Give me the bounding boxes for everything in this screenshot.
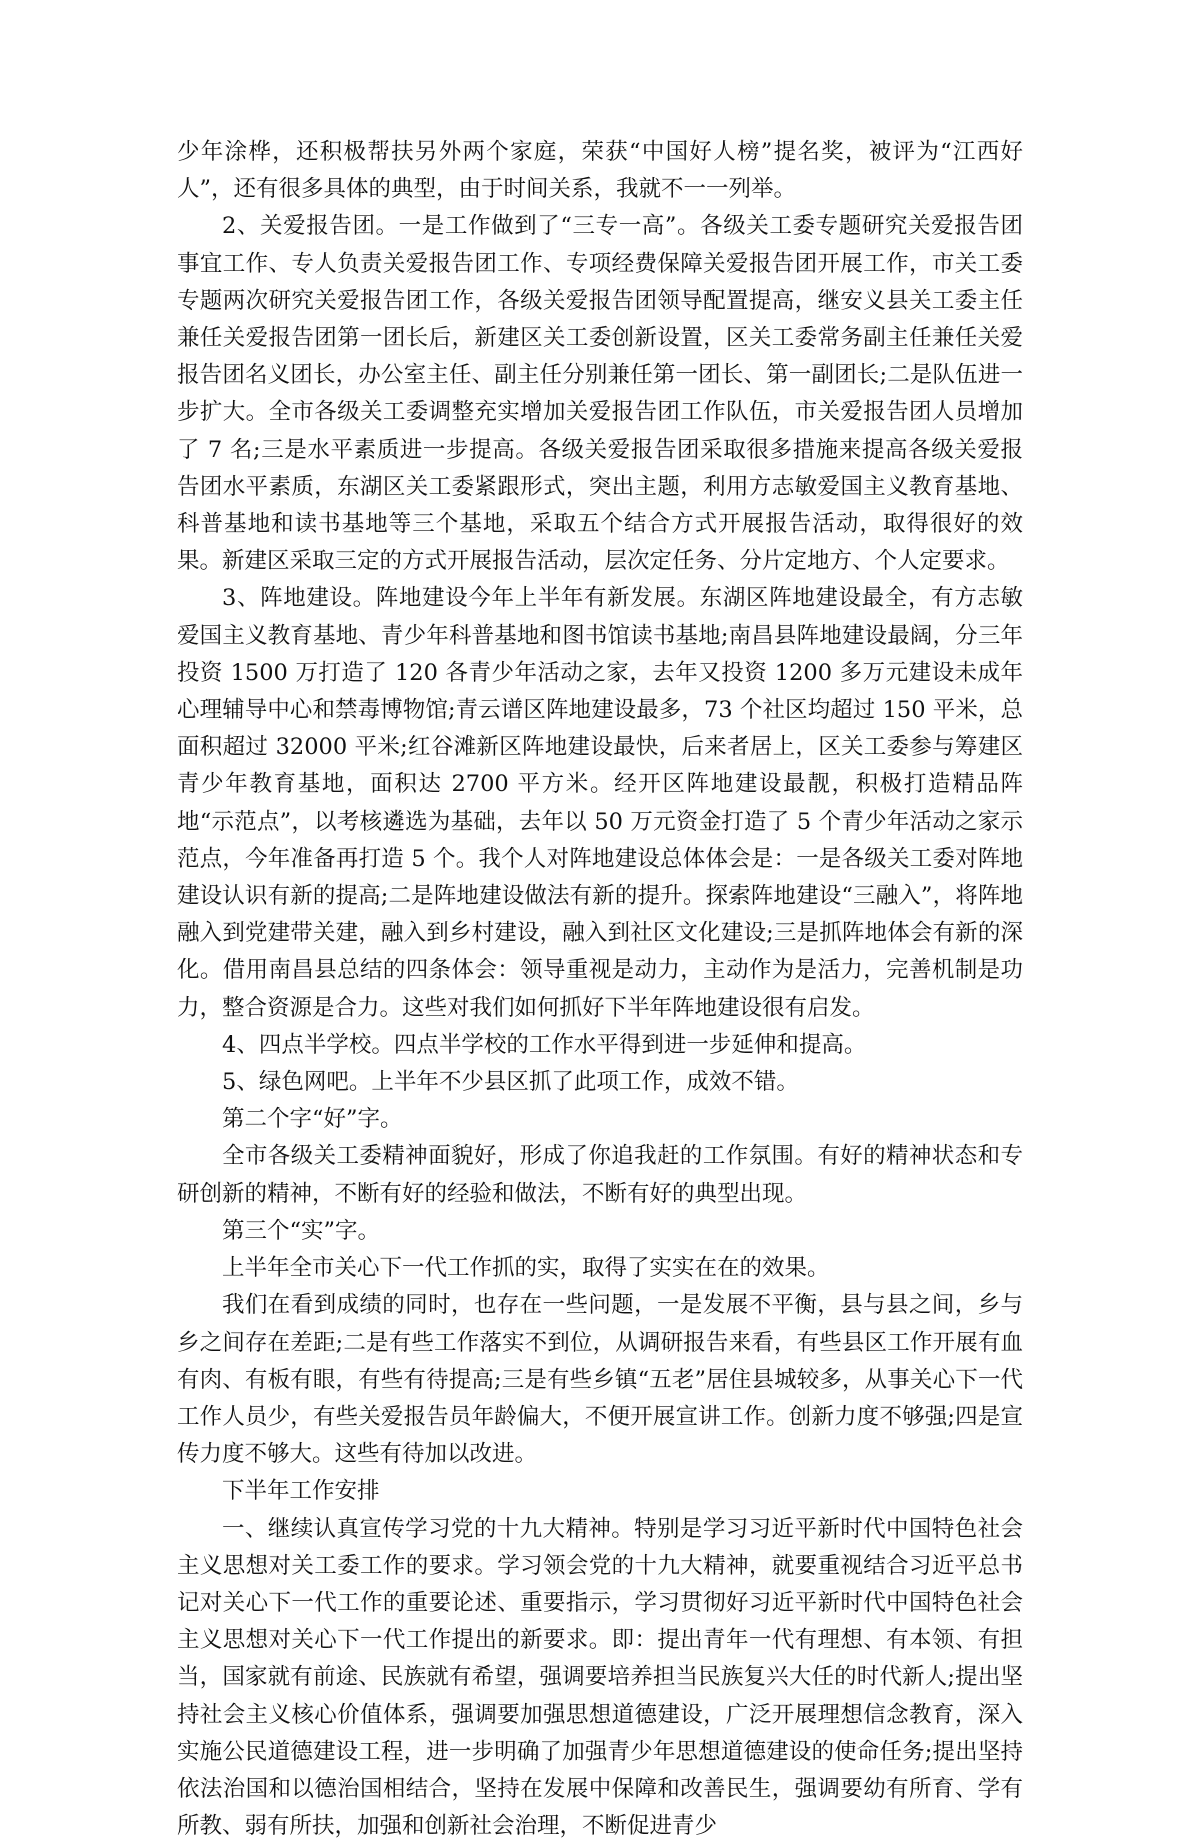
paragraph-3: 3、阵地建设。阵地建设今年上半年有新发展。东湖区阵地建设最全，有方志敏爱国主义教育基地、青少年科普基地和图书馆读书基地;南昌县阵地建设最阔，分三年投资 1500 万打造了 120 各青少年活动之家，去年又投资 1200 多万元建设未成年心理辅导中心和禁毒博物馆;青云谱区阵地建设最多，73 个社区均超过 150 平米，总面积超过 32000 平米;红谷滩新区阵地建设最快，后来者居上，区关工委参与筹建区青少年教育基地，面积达 2700 平方米。经开区阵地建设最靓，积极打造精品阵地“示范点”，以考核遴选为基础，去年以 50 万元资金打造了 5 个青少年活动之家示范点，今年准备再打造 5 个。我个人对阵地建设总体体会是：一是各级关工委对阵地建设认识有新的提高;二是阵地建设做法有新的提升。探索阵地建设“三融入”，将阵地融入到党建带关建，融入到乡村建设，融入到社区文化建设;三是抓阵地体会有新的深化。借用南昌县总结的四条体会：领导重视是动力，主动作为是活力，完善机制是功力，整合资源是合力。这些对我们如何抓好下半年阵地建设很有启发。	[177, 585, 1023, 1021]
paragraph-12: 一、继续认真宣传学习党的十九大精神。特别是学习习近平新时代中国特色社会主义思想对关工委工作的要求。学习领会党的十九大精神，就要重视结合习近平总书记对关心下一代工作的重要论述、重要指示，学习贯彻好习近平新时代中国特色社会主义思想对关心下一代工作提出的新要求。即：提出青年一代有理想、有本领、有担当，国家就有前途、民族就有希望，强调要培养担当民族复兴大任的时代新人;提出坚持社会主义核心价值体系，强调要加强思想道德建设，广泛开展理想信念教育，深入实施公民道德建设工程，进一步明确了加强青少年思想道德建设的使命任务;提出坚持依法治国和以德治国相结合，坚持在发展中保障和改善民生，强调要幼有所育、学有所教、弱有所扶，加强和创新社会治理，不断促进青少	[177, 1515, 1023, 1840]
paragraph-8: 第三个“实”字。	[222, 1217, 381, 1244]
paragraph-7: 全市各级关工委精神面貌好，形成了你追我赶的工作氛围。有好的精神状态和专研创新的精神，不断有好的经验和做法，不断有好的典型出现。	[177, 1143, 1023, 1207]
paragraph-1: 少年涂桦，还积极帮扶另外两个家庭，荣获“中国好人榜”提名奖，被评为“江西好人”，还有很多具体的典型，由于时间关系，我就不一一列举。	[177, 139, 1023, 203]
document-body	[177, 134, 1023, 1845]
paragraph-4: 4、四点半学校。四点半学校的工作水平得到进一步延伸和提高。	[222, 1031, 867, 1058]
paragraph-6: 第二个字“好”字。	[222, 1106, 403, 1133]
paragraph-9: 上半年全市关心下一代工作抓的实，取得了实实在在的效果。	[222, 1255, 830, 1282]
paragraph-10: 我们在看到成绩的同时，也存在一些问题，一是发展不平衡，县与县之间，乡与乡之间存在差距;二是有些工作落实不到位，从调研报告来看，有些县区工作开展有血有肉、有板有眼，有些有待提高;三是有些乡镇“五老”居住县城较多，从事关心下一代工作人员少，有些关爱报告员年龄偏大，不便开展宣讲工作。创新力度不够强;四是宣传力度不够大。这些有待加以改进。	[177, 1292, 1023, 1468]
section-heading: 下半年工作安排	[222, 1478, 380, 1505]
paragraph-2: 2、关爱报告团。一是工作做到了“三专一高”。各级关工委专题研究关爱报告团事宜工作、专人负责关爱报告团工作、专项经费保障关爱报告团开展工作，市关工委专题两次研究关爱报告团工作，各级关爱报告团领导配置提高，继安义县关工委主任兼任关爱报告团第一团长后，新建区关工委创新设置，区关工委常务副主任兼任关爱报告团名义团长，办公室主任、副主任分别兼任第一团长、第一副团长;二是队伍进一步扩大。全市各级关工委调整充实增加关爱报告团工作队伍，市关爱报告团人员增加了 7 名;三是水平素质进一步提高。各级关爱报告团采取很多措施来提高各级关爱报告团水平素质，东湖区关工委紧跟形式，突出主题，利用方志敏爱国主义教育基地、科普基地和读书基地等三个基地，采取五个结合方式开展报告活动，取得很好的效果。新建区采取三定的方式开展报告活动，层次定任务、分片定地方、个人定要求。	[177, 213, 1023, 575]
paragraph-5: 5、绿色网吧。上半年不少县区抓了此项工作，成效不错。	[222, 1069, 799, 1096]
